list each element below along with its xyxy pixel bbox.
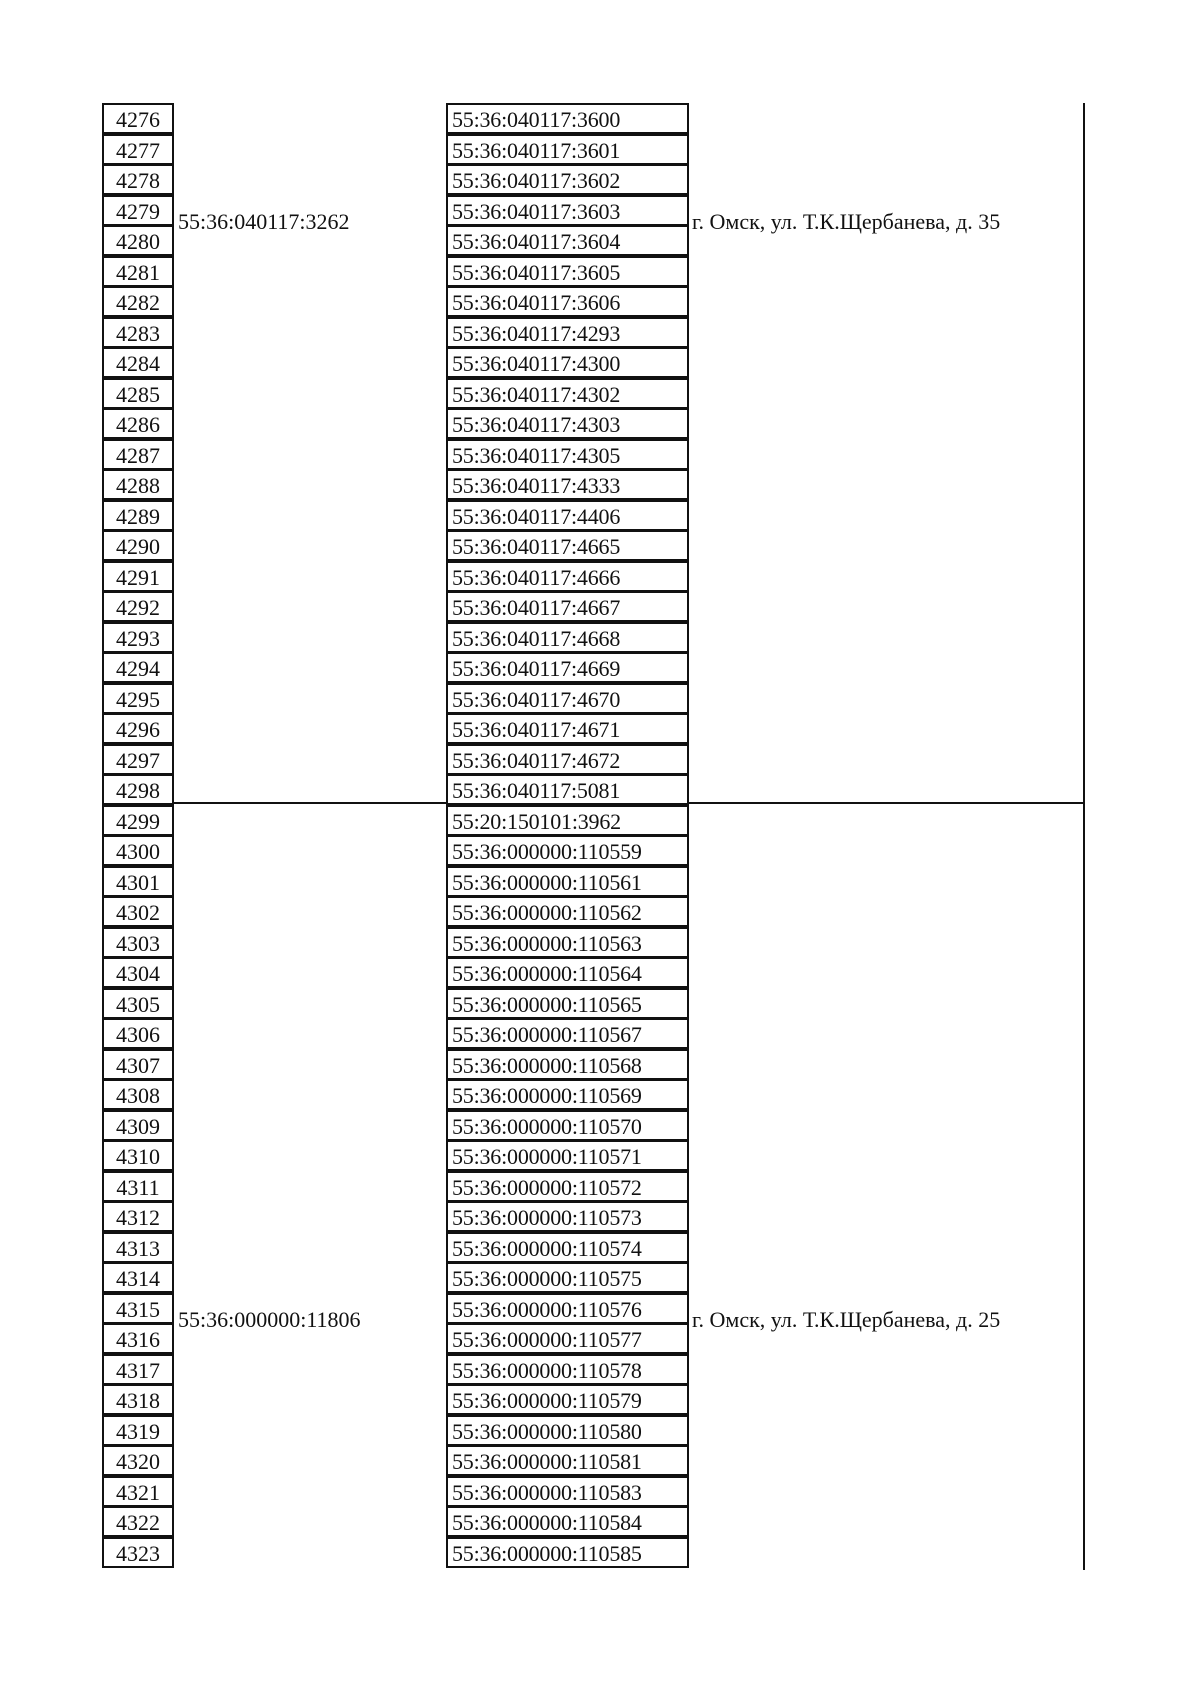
row-number: 4302 [102,896,174,927]
row-number: 4313 [102,1232,174,1263]
cadastral-number: 55:36:000000:110581 [446,1445,689,1476]
row-number: 4284 [102,347,174,378]
row-number: 4294 [102,652,174,683]
cadastral-number: 55:36:000000:110563 [446,927,689,958]
cadastral-number: 55:36:040117:3606 [446,286,689,317]
cadastral-number: 55:36:000000:110564 [446,957,689,988]
cadastral-number: 55:36:040117:4671 [446,713,689,744]
cadastral-number: 55:36:040117:5081 [446,774,689,805]
cadastral-number: 55:36:000000:110572 [446,1171,689,1202]
cadastral-number: 55:36:040117:4305 [446,439,689,470]
row-number: 4314 [102,1262,174,1293]
row-number: 4308 [102,1079,174,1110]
row-number: 4311 [102,1171,174,1202]
cadastral-number: 55:36:040117:4302 [446,378,689,409]
row-number: 4278 [102,164,174,195]
cadastral-number: 55:36:040117:4303 [446,408,689,439]
right-table-border [1083,103,1085,1570]
row-number: 4320 [102,1445,174,1476]
row-number: 4322 [102,1506,174,1537]
cadastral-number: 55:36:040117:4670 [446,683,689,714]
row-number: 4291 [102,561,174,592]
row-number: 4289 [102,500,174,531]
cadastral-number: 55:36:000000:110569 [446,1079,689,1110]
cadastral-number: 55:36:040117:4293 [446,317,689,348]
cadastral-number: 55:36:000000:110580 [446,1415,689,1446]
row-number: 4295 [102,683,174,714]
row-number: 4285 [102,378,174,409]
cadastral-number: 55:36:040117:4333 [446,469,689,500]
row-number: 4315 [102,1293,174,1324]
cadastral-number: 55:36:040117:3604 [446,225,689,256]
row-number: 4280 [102,225,174,256]
row-number: 4298 [102,774,174,805]
cadastral-number: 55:36:000000:110576 [446,1293,689,1324]
cadastral-number: 55:36:040117:4668 [446,622,689,653]
cadastral-number: 55:36:040117:3602 [446,164,689,195]
row-number: 4297 [102,744,174,775]
row-number: 4277 [102,134,174,165]
row-number: 4293 [102,622,174,653]
row-number: 4282 [102,286,174,317]
cadastral-number: 55:36:040117:4665 [446,530,689,561]
cadastral-number: 55:36:000000:110571 [446,1140,689,1171]
cadastral-number: 55:36:000000:110562 [446,896,689,927]
cadastral-number: 55:36:040117:4406 [446,500,689,531]
row-number: 4299 [102,805,174,836]
cadastral-number: 55:36:000000:110583 [446,1476,689,1507]
parent-cadastral-number: 55:36:040117:3262 [178,209,350,234]
cadastral-number: 55:36:000000:110585 [446,1537,689,1568]
row-number: 4319 [102,1415,174,1446]
row-number: 4323 [102,1537,174,1568]
cadastral-number: 55:36:000000:110565 [446,988,689,1019]
row-number: 4283 [102,317,174,348]
cadastral-number: 55:36:000000:110574 [446,1232,689,1263]
cadastral-number: 55:36:000000:110561 [446,866,689,897]
row-number: 4279 [102,195,174,226]
row-number: 4309 [102,1110,174,1141]
row-number: 4317 [102,1354,174,1385]
cadastral-number: 55:36:000000:110570 [446,1110,689,1141]
row-number: 4287 [102,439,174,470]
parent-cadastral-number: 55:36:000000:11806 [178,1307,361,1332]
cadastral-number: 55:36:000000:110584 [446,1506,689,1537]
cadastral-number: 55:36:000000:110567 [446,1018,689,1049]
row-number: 4318 [102,1384,174,1415]
row-number: 4290 [102,530,174,561]
row-number: 4305 [102,988,174,1019]
row-number: 4312 [102,1201,174,1232]
cadastral-number: 55:36:040117:4669 [446,652,689,683]
row-number: 4303 [102,927,174,958]
cadastral-number: 55:36:000000:110578 [446,1354,689,1385]
row-number: 4306 [102,1018,174,1049]
cadastral-number: 55:36:040117:4300 [446,347,689,378]
cadastral-number: 55:36:000000:110579 [446,1384,689,1415]
cadastral-number: 55:36:040117:3600 [446,103,689,134]
row-number: 4316 [102,1323,174,1354]
row-number: 4296 [102,713,174,744]
row-number: 4307 [102,1049,174,1080]
cadastral-number: 55:36:040117:3601 [446,134,689,165]
row-number: 4310 [102,1140,174,1171]
row-number: 4304 [102,957,174,988]
cadastral-number: 55:36:000000:110568 [446,1049,689,1080]
address: г. Омск, ул. Т.К.Щербанева, д. 25 [692,1307,1001,1332]
cadastral-number: 55:36:000000:110575 [446,1262,689,1293]
cadastral-number: 55:36:040117:4667 [446,591,689,622]
row-number: 4301 [102,866,174,897]
cadastral-number: 55:36:040117:4672 [446,744,689,775]
cadastral-number: 55:36:000000:110573 [446,1201,689,1232]
cadastral-number: 55:36:040117:4666 [446,561,689,592]
row-number: 4276 [102,103,174,134]
address: г. Омск, ул. Т.К.Щербанева, д. 35 [692,209,1001,234]
cadastral-number: 55:36:000000:110577 [446,1323,689,1354]
row-number: 4300 [102,835,174,866]
cadastral-number: 55:20:150101:3962 [446,805,689,836]
cadastral-number: 55:36:040117:3603 [446,195,689,226]
cadastral-number: 55:36:000000:110559 [446,835,689,866]
row-number: 4292 [102,591,174,622]
cadastral-number: 55:36:040117:3605 [446,256,689,287]
row-number: 4321 [102,1476,174,1507]
row-number: 4286 [102,408,174,439]
row-number: 4288 [102,469,174,500]
row-number: 4281 [102,256,174,287]
